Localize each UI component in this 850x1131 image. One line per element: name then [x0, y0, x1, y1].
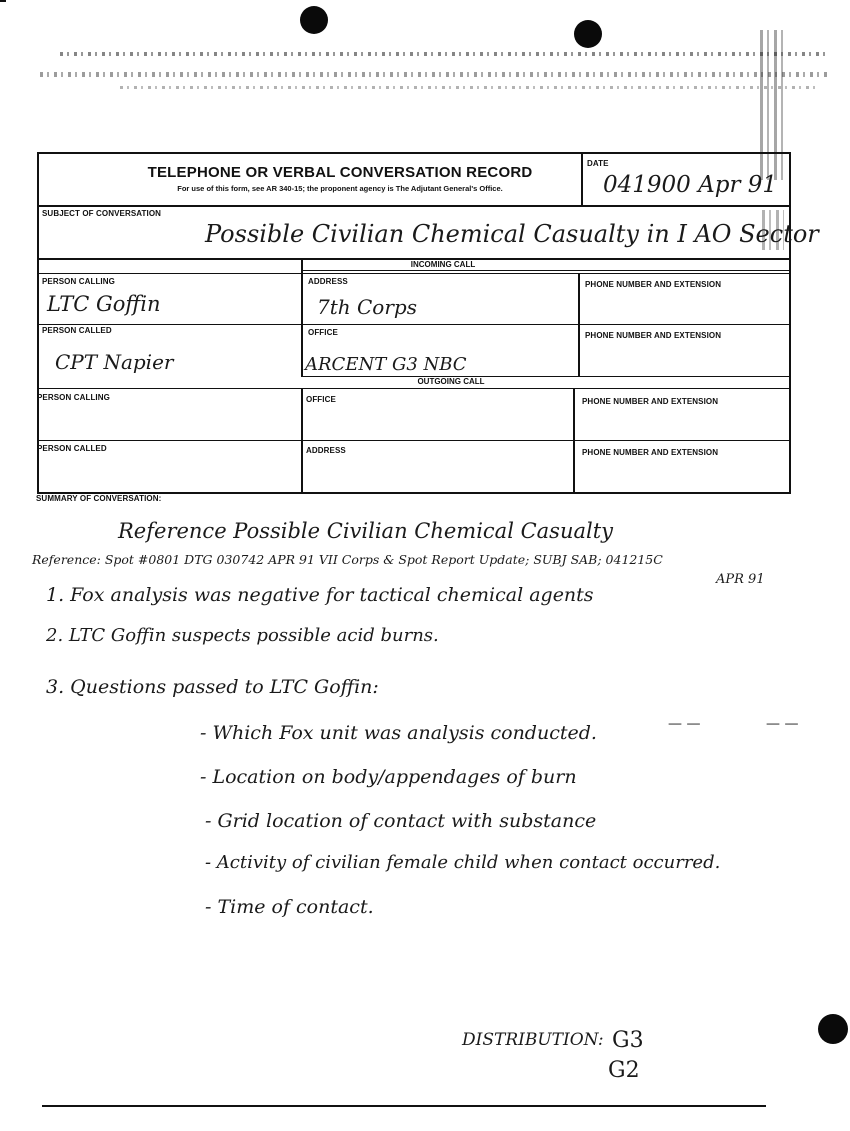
binder-hole-right — [574, 20, 602, 48]
incoming-office-value: ARCENT G3 NBC — [305, 354, 467, 375]
distribution-g2: G2 — [608, 1058, 640, 1083]
incoming-office-label: OFFICE — [308, 328, 338, 337]
copy-noise-band-1 — [60, 52, 830, 56]
subject-value: Possible Civilian Chemical Casualty in I AO Sector — [205, 220, 819, 248]
question-2: - Location on body/appendages of burn — [200, 766, 577, 788]
page-top-corner — [0, 0, 6, 2]
distribution-label: DISTRIBUTION: — [462, 1030, 604, 1050]
question-4: - Activity of civilian female child when contact occurred. — [205, 852, 721, 873]
distribution-g3: G3 — [612, 1028, 644, 1053]
incoming-person-calling-label: PERSON CALLING — [42, 277, 115, 286]
incoming-person-calling-value: LTC Goffin — [47, 292, 161, 316]
summary-item-1: 1. Fox analysis was negative for tactical chemical agents — [46, 584, 594, 606]
outgoing-person-called-label: PERSON CALLED — [37, 444, 107, 453]
dash-mark: — — — [668, 716, 701, 732]
summary-item-3: 3. Questions passed to LTC Goffin: — [46, 676, 379, 698]
copy-noise-band-3 — [120, 86, 820, 89]
question-5: - Time of contact. — [205, 896, 374, 918]
summary-item-2: 2. LTC Goffin suspects possible acid burns. — [46, 625, 439, 646]
binder-hole-edge — [818, 1014, 848, 1044]
incoming-address-label: ADDRESS — [308, 277, 348, 286]
outgoing-call-header: OUTGOING CALL — [417, 377, 485, 386]
form-title: TELEPHONE OR VERBAL CONVERSATION RECORD — [147, 164, 533, 181]
copy-noise-band-2 — [40, 72, 830, 77]
incoming-phone1-label: PHONE NUMBER AND EXTENSION — [585, 280, 722, 289]
bottom-rule — [42, 1105, 766, 1107]
incoming-address-value: 7th Corps — [317, 295, 417, 319]
conversation-record-form — [37, 152, 819, 494]
date-label: DATE — [587, 159, 609, 168]
summary-heading: Reference Possible Civilian Chemical Casualty — [118, 519, 614, 543]
dash-mark-edge: — — — [766, 716, 799, 732]
incoming-phone2-label: PHONE NUMBER AND EXTENSION — [585, 331, 722, 340]
incoming-call-header: INCOMING CALL — [410, 260, 476, 269]
binder-hole-left — [300, 6, 328, 34]
question-3: - Grid location of contact with substance — [205, 810, 597, 832]
incoming-person-called-label: PERSON CALLED — [42, 326, 112, 335]
outgoing-phone2-label: PHONE NUMBER AND EXTENSION — [582, 448, 719, 457]
outgoing-office-label: OFFICE — [306, 395, 336, 404]
form-subtitle: For use of this form, see AR 340-15; the proponent agency is The Adjutant General's Office. — [177, 184, 503, 193]
date-value: 041900 Apr 91 — [603, 172, 778, 198]
outgoing-address-label: ADDRESS — [306, 446, 346, 455]
question-1: - Which Fox unit was analysis conducted. — [200, 722, 597, 744]
outgoing-person-calling-label: PERSON CALLING — [37, 393, 110, 402]
incoming-person-called-value: CPT Napier — [55, 350, 174, 374]
subject-label: SUBJECT OF CONVERSATION — [42, 209, 162, 218]
outgoing-phone1-label: PHONE NUMBER AND EXTENSION — [582, 397, 719, 406]
summary-reference-line: Reference: Spot #0801 DTG 030742 APR 91 VII Corps & Spot Report Update; SUBJ SAB; 041215C — [32, 552, 663, 567]
summary-reference-tail: APR 91 — [716, 572, 765, 587]
summary-label: SUMMARY OF CONVERSATION: — [36, 494, 162, 503]
